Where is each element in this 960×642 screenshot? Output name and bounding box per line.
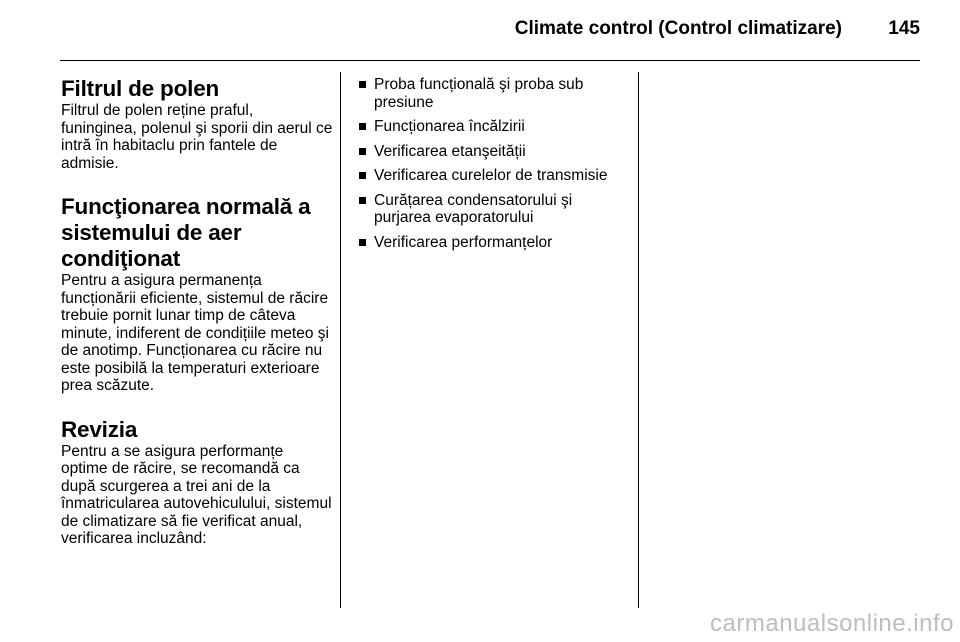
square-bullet-icon — [359, 197, 366, 204]
left-column — [61, 76, 333, 548]
square-bullet-icon — [359, 239, 366, 246]
column-divider-right — [638, 72, 639, 608]
square-bullet-icon — [359, 172, 366, 179]
square-bullet-icon — [359, 81, 366, 88]
square-bullet-icon — [359, 123, 366, 130]
section-heading-service: Revizia — [61, 416, 138, 442]
checklist-item — [358, 118, 630, 136]
page-header — [0, 14, 960, 54]
header-title: Climate control (Control climatizare) — [514, 18, 842, 39]
right-column — [358, 76, 630, 258]
page-number: 145 — [888, 18, 920, 39]
checklist-item — [358, 234, 630, 252]
checklist-item — [358, 192, 630, 227]
checklist-item-text: Curățarea condensatorului şi purjarea evaporatorului — [374, 191, 573, 226]
section-body-normal-operation: Pentru a asigura permanența funcționării eficiente, sistemul de răcire trebuie pornit lunar timp de câteva minute, indiferent de condițiile meteo şi de anotimp. Funcționarea cu răcire nu este posibilă la temperaturi exterioare prea scăzute. — [61, 272, 329, 394]
checklist-item — [358, 76, 630, 111]
checklist-item-text: Verificarea etanşeității — [374, 142, 526, 160]
checklist-item — [358, 143, 630, 161]
watermark: carmanualsonline.info — [710, 610, 954, 637]
section-heading-pollen-filter: Filtrul de polen — [61, 76, 220, 101]
header-rule — [60, 60, 920, 61]
square-bullet-icon — [359, 148, 366, 155]
section-body-service: Pentru a se asigura performanțe optime de răcire, se recomandă ca după scurgerea a trei ani de la înmatricularea autovehiculului, sistemul de climatizare să fie verificat anual, verificarea incluzând: — [61, 442, 332, 547]
section-heading-normal-operation: Funcţionarea normală a sistemului de aer condiţionat — [61, 194, 311, 271]
checklist-item-text: Funcționarea încălzirii — [374, 118, 525, 135]
checklist-item-text: Proba funcțională şi proba sub presiune — [374, 76, 584, 111]
checklist-item — [358, 167, 630, 185]
checklist-item-text: Verificarea performanțelor — [374, 233, 553, 251]
service-checklist — [358, 76, 630, 251]
column-divider-left — [340, 72, 341, 608]
section-body-pollen-filter: Filtrul de polen reține praful, funinginea, polenul şi sporii din aerul ce intră în habitaclu prin fantele de admisie. — [61, 102, 333, 172]
checklist-item-text: Verificarea curelelor de transmisie — [374, 167, 608, 184]
